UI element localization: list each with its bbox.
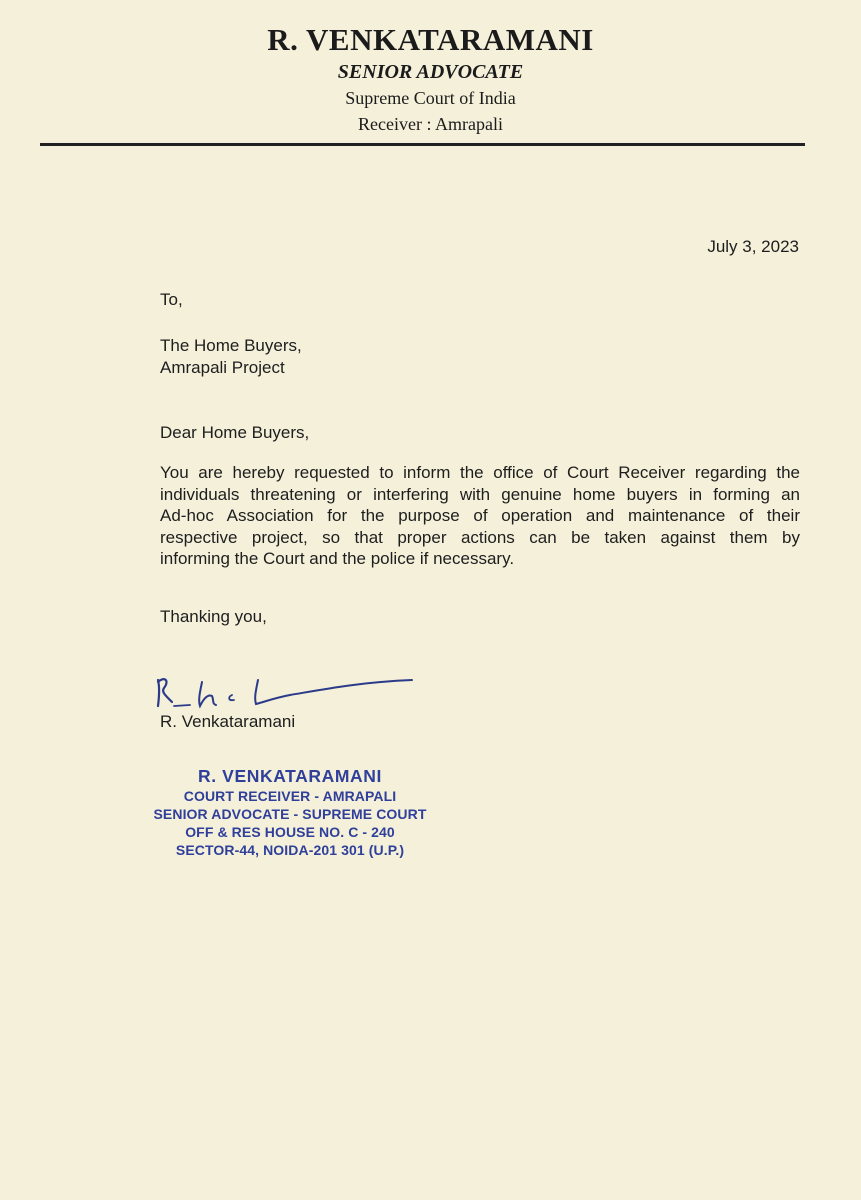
stamp-line: SENIOR ADVOCATE - SUPREME COURT xyxy=(153,806,427,822)
body-line: You are hereby requested to inform the office of Court Receiver regarding the xyxy=(160,463,800,482)
recipient-line-1: The Home Buyers, xyxy=(160,336,302,355)
letter-body-paragraph xyxy=(160,462,800,570)
stamp-line: SECTOR-44, NOIDA-201 301 (U.P.) xyxy=(175,842,405,858)
body-line: Ad-hoc Association for the purpose of operation and maintenance of their xyxy=(160,506,800,525)
official-stamp xyxy=(135,765,445,859)
closing: Thanking you, xyxy=(160,607,267,626)
letterhead-receiver: Receiver : Amrapali xyxy=(358,114,503,134)
recipient-to: To, xyxy=(160,290,183,309)
letterhead-court: Supreme Court of India xyxy=(345,88,516,108)
body-line: informing the Court and the police if necessary. xyxy=(160,549,515,568)
letterhead-title: SENIOR ADVOCATE xyxy=(337,61,524,83)
body-line: respective project, so that proper actions can be taken against them by xyxy=(160,527,800,547)
stamp-line: COURT RECEIVER - AMRAPALI xyxy=(183,788,397,804)
signer-name: R. Venkataramani xyxy=(160,712,296,731)
handwritten-signature xyxy=(150,668,420,713)
stamp-name: R. VENKATARAMANI xyxy=(198,766,382,786)
letter-date: July 3, 2023 xyxy=(707,237,799,256)
recipient-line-2: Amrapali Project xyxy=(160,358,285,377)
letterhead-name: R. VENKATARAMANI xyxy=(267,22,594,57)
body-line: individuals threatening or interfering with genuine home buyers in forming an xyxy=(160,484,800,504)
stamp-line: OFF & RES HOUSE NO. C - 240 xyxy=(185,824,395,840)
salutation: Dear Home Buyers, xyxy=(160,423,310,442)
letterhead-divider xyxy=(40,143,805,146)
